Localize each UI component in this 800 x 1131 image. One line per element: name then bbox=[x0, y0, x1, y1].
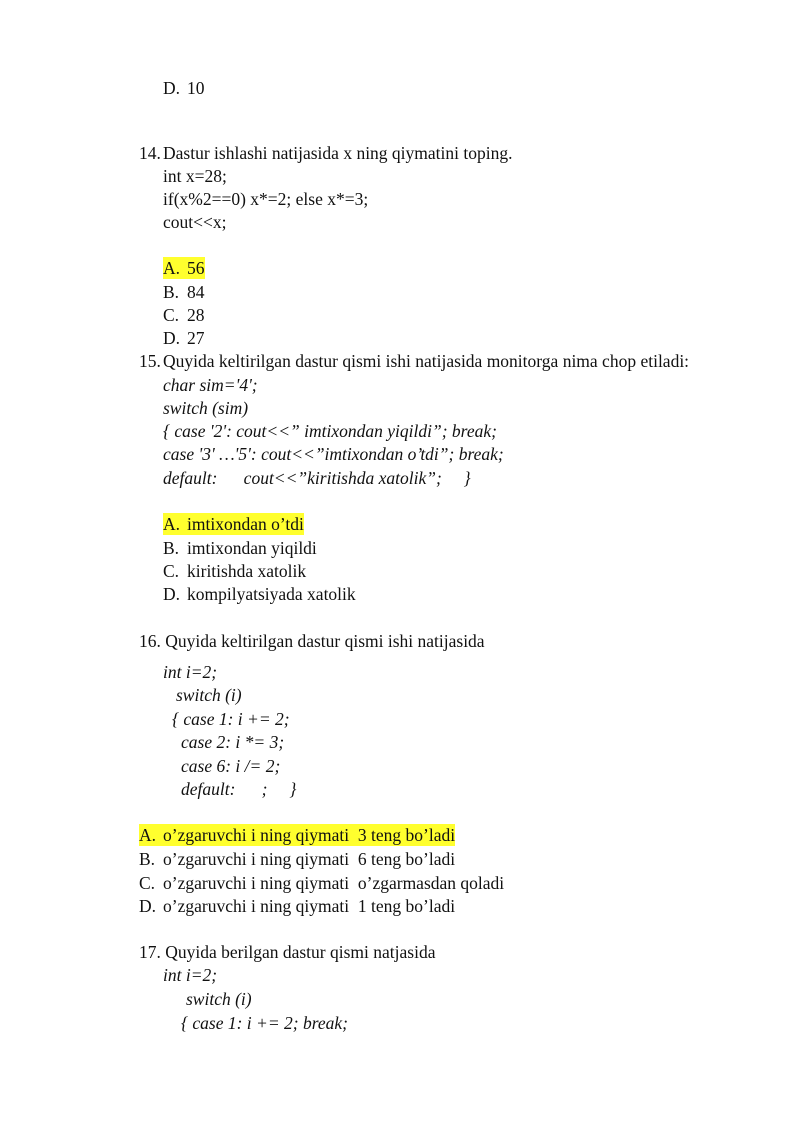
code-line: default: ; } bbox=[181, 779, 297, 799]
option-a-highlighted: A. imtixondan o’tdi bbox=[163, 514, 304, 534]
option-a-highlighted: A. o’zgaruvchi i ning qiymati 3 teng bo’ladi bbox=[139, 825, 456, 845]
option-c: C. kiritishda xatolik bbox=[163, 561, 307, 581]
option-d: D. 27 bbox=[163, 328, 205, 348]
option-b: B. imtixondan yiqildi bbox=[163, 538, 317, 558]
option-d: D. kompilyatsiyada xatolik bbox=[163, 584, 356, 604]
code-line: case 2: i *= 3; bbox=[181, 732, 285, 752]
code-line: int x=28; bbox=[163, 166, 227, 186]
code-line: cout<<x; bbox=[163, 212, 227, 232]
code-line: switch (i) bbox=[176, 685, 242, 705]
option-d: D. o’zgaruvchi i ning qiymati 1 teng bo’ladi bbox=[139, 896, 456, 916]
option-c: C. 28 bbox=[163, 305, 205, 325]
code-line: int i=2; bbox=[163, 662, 218, 682]
question-15: 15. Quyida keltirilgan dastur qismi ishi natijasida monitorga nima chop etiladi: bbox=[139, 351, 690, 371]
code-line: switch (i) bbox=[186, 989, 252, 1009]
code-line: switch (sim) bbox=[163, 398, 249, 418]
code-line: case '3' …'5': cout<<”imtixondan o’tdi”; break; bbox=[163, 444, 504, 464]
code-line: char sim='4'; bbox=[163, 375, 258, 395]
code-line: case 6: i /= 2; bbox=[181, 756, 281, 776]
option-c: C. o’zgaruvchi i ning qiymati o’zgarmasdan qoladi bbox=[139, 873, 505, 893]
question-17: 17. Quyida berilgan dastur qismi natjasida bbox=[139, 942, 436, 962]
question-16: 16. Quyida keltirilgan dastur qismi ishi natijasida bbox=[139, 631, 485, 651]
option-d: D. 10 bbox=[163, 78, 205, 98]
option-a-highlighted: A. 56 bbox=[163, 258, 205, 278]
code-line: { case 1: i += 2; break; bbox=[181, 1013, 349, 1033]
code-line: default: cout<<”kiritishda xatolik”; } bbox=[163, 468, 471, 488]
code-line: { case 1: i += 2; bbox=[172, 709, 290, 729]
code-line: { case '2': cout<<” imtixondan yiqildi”; break; bbox=[163, 421, 497, 441]
option-b: B. 84 bbox=[163, 282, 205, 302]
code-line: int i=2; bbox=[163, 965, 218, 985]
option-b: B. o’zgaruvchi i ning qiymati 6 teng bo’ladi bbox=[139, 849, 456, 869]
code-line: if(x%2==0) x*=2; else x*=3; bbox=[163, 189, 369, 209]
question-14: 14. Dastur ishlashi natijasida x ning qiymatini toping. bbox=[139, 143, 513, 163]
